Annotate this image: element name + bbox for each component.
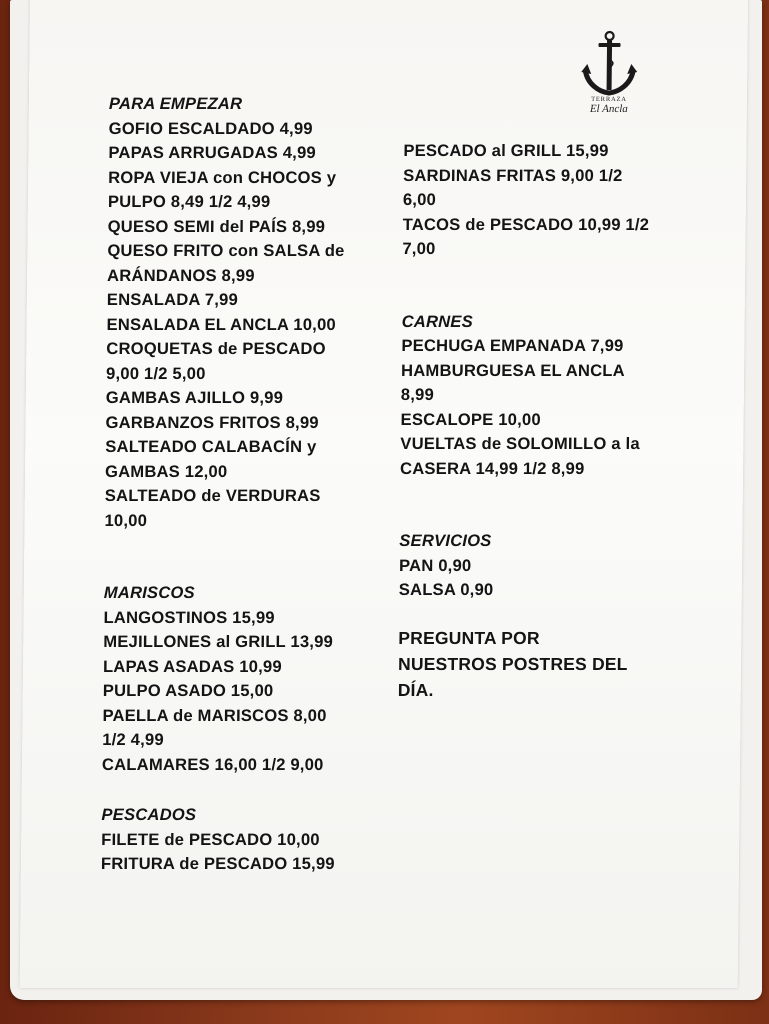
section-items-carnes [400, 334, 702, 481]
menu-item: PAN 0,90 [398, 555, 472, 575]
menu-item: PAPAS ARRUGADAS 4,99 [108, 143, 316, 162]
menu-item: ENSALADA EL ANCLA 10,00 [106, 314, 336, 334]
menu-item: QUESO FRITO con SALSA de [107, 241, 345, 260]
menu-item: CASERA 14,99 1/2 8,99 [399, 458, 585, 478]
menu-item: QUESO SEMI del PAÍS 8,99 [107, 216, 326, 236]
section-heading-para-empezar: PARA EMPEZAR [108, 94, 243, 113]
section-heading-carnes: CARNES [401, 311, 474, 331]
menu-item: 1/2 4,99 [102, 730, 164, 749]
menu-item: 10,00 [104, 510, 148, 530]
section-items-servicios [399, 554, 700, 603]
menu-item: SARDINAS FRITAS 9,00 1/2 [403, 165, 623, 185]
section-heading-pescados: PESCADOS [101, 805, 197, 824]
menu-item: GOFIO ESCALDADO 4,99 [108, 118, 313, 138]
section-heading-servicios: SERVICIOS [399, 531, 492, 550]
menu-item: ROPA VIEJA con CHOCOS y [108, 167, 337, 187]
menu-item: DÍA. [397, 679, 434, 700]
menu-item: NUESTROS POSTRES DEL [397, 653, 628, 674]
menu-item: GARBANZOS FRITOS 8,99 [105, 412, 319, 432]
menu-page [20, 0, 748, 988]
menu-item: 6,00 [402, 190, 437, 209]
menu-item: SALTEADO CALABACÍN y [105, 437, 317, 456]
menu-item: PAELLA de MARISCOS 8,00 [102, 705, 327, 725]
menu-item: TACOS de PESCADO 10,99 1/2 [402, 214, 650, 234]
menu-item: SALTEADO de VERDURAS [104, 486, 321, 505]
section-heading-mariscos: MARISCOS [103, 583, 195, 602]
menu-item: MEJILLONES al GRILL 13,99 [103, 632, 334, 651]
logo-name: El Ancla [589, 103, 628, 115]
section-items-pescados [101, 828, 402, 877]
menu-item: LAPAS ASADAS 10,99 [102, 656, 282, 676]
menu-item: VUELTAS de SOLOMILLO a la [400, 434, 640, 453]
menu-item: 8,99 [400, 385, 435, 404]
section-items-mariscos [102, 606, 404, 778]
section-items-pescados-continued [402, 139, 703, 262]
menu-item: PECHUGA EMPANADA 7,99 [401, 336, 624, 355]
menu-item: HAMBURGUESA EL ANCLA [401, 360, 625, 380]
menu-right-column [398, 139, 704, 703]
menu-item: PESCADO al GRILL 15,99 [403, 141, 609, 160]
menu-item: SALSA 0,90 [398, 580, 494, 599]
logo-subtitle: TERRAZA [591, 96, 627, 103]
menu-item: FILETE de PESCADO 10,00 [101, 829, 320, 849]
anchor-icon [581, 30, 638, 100]
section-items-para-empezar [104, 117, 408, 534]
menu-item: PULPO ASADO 15,00 [102, 681, 274, 700]
menu-item: GAMBAS AJILLO 9,99 [105, 388, 284, 407]
menu-item: ESCALOPE 10,00 [400, 409, 541, 429]
menu-item: ENSALADA 7,99 [106, 290, 239, 309]
menu-item: PREGUNTA POR [398, 627, 540, 648]
menu-item: 9,00 1/2 5,00 [105, 363, 206, 383]
menu-item: 7,00 [402, 239, 436, 258]
menu-item: FRITURA de PESCADO 15,99 [100, 854, 335, 873]
menu-item: PULPO 8,49 1/2 4,99 [107, 192, 271, 211]
menu-item: CALAMARES 16,00 1/2 9,00 [101, 754, 324, 774]
menu-item: GAMBAS 12,00 [104, 461, 228, 481]
menu-left-column [101, 92, 409, 877]
menu-item: CROQUETAS de PESCADO [106, 339, 326, 358]
desserts-note [398, 625, 699, 703]
menu-item: LANGOSTINOS 15,99 [103, 607, 275, 627]
menu-item: ARÁNDANOS 8,99 [107, 265, 255, 285]
restaurant-logo [577, 30, 642, 124]
